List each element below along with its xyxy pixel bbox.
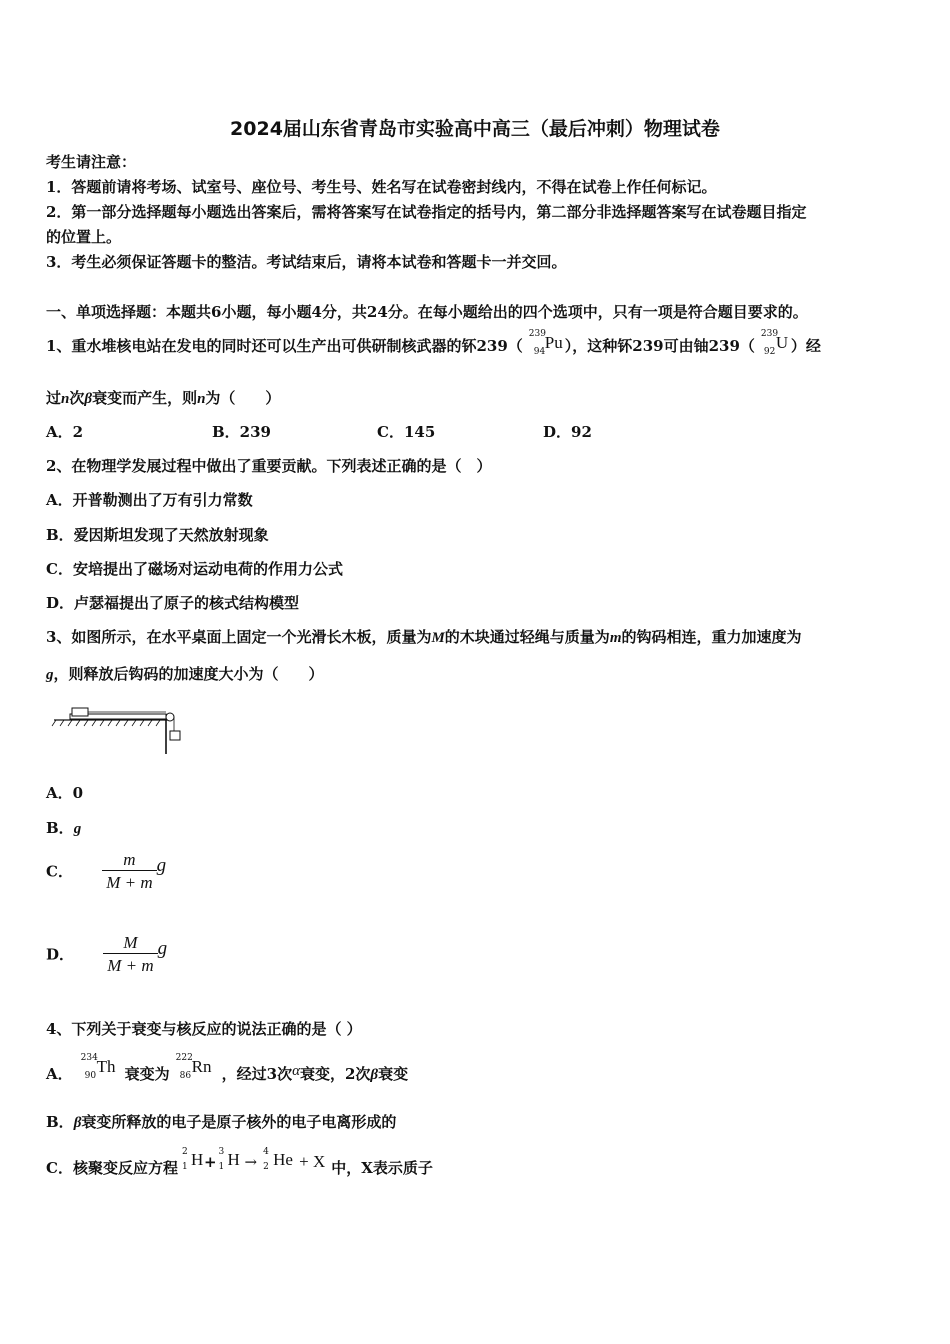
beta-symbol: β: [370, 1067, 379, 1083]
section-heading: 一、单项选择题：本题共6小题，每小题4分，共24分。在每小题给出的四个选项中，只有一项是符合题目要求的。: [46, 303, 808, 321]
beta-symbol: β: [84, 391, 93, 407]
q3-option-c[interactable]: C． $\frac{m}{M + m}$ g: [46, 850, 167, 892]
u-239-isotope: 239 92 U: [760, 329, 789, 357]
q2-option-a[interactable]: A．开普勒测出了万有引力常数: [46, 491, 253, 509]
th-234-isotope: 234 90 Th: [80, 1053, 116, 1081]
notice-item: 3．考生必须保证答题卡的整洁。考试结束后，请将本试卷和答题卡一并交回。: [46, 253, 567, 271]
q4-option-b[interactable]: B．β衰变所释放的电子是原子核外的电子电离形成的: [46, 1113, 397, 1131]
mass-M: M: [431, 630, 445, 646]
table-pulley-figure: [50, 700, 190, 756]
q1-text: ），这种钚239可由铀239（: [564, 337, 755, 355]
q1-option-b[interactable]: B．239: [212, 423, 271, 441]
tritium-isotope: 3 1 H: [218, 1147, 240, 1172]
pu-239-isotope: 239 94 Pu: [528, 329, 563, 357]
notice-item: 1．答题前请将考场、试室号、座位号、考生号、姓名写在试卷密封线内，不得在试卷上作任何标记。: [46, 178, 717, 196]
notice-item: 2．第一部分选择题每小题选出答案后，需将答案写在试卷指定的括号内，第二部分非选择题答案写在试卷题目指定: [46, 203, 807, 221]
deuterium-isotope: 2 1 H: [181, 1147, 204, 1172]
n-variable: n: [61, 391, 70, 407]
q1-option-c[interactable]: C．145: [377, 423, 436, 441]
q2-option-b[interactable]: B．爱因斯坦发现了天然放射现象: [46, 526, 269, 544]
notice-heading: 考生请注意：: [46, 153, 137, 171]
question-1-line2: 过n次β衰变而产生，则n为（ ）: [46, 389, 281, 407]
q1-text: ）经: [790, 337, 821, 355]
mass-m: m: [609, 630, 622, 646]
fraction-M-over-Mm: $\frac{M}{M + m}$: [103, 933, 157, 976]
q2-option-c[interactable]: C．安培提出了磁场对运动电荷的作用力公式: [46, 560, 343, 578]
q1-option-a[interactable]: A．2: [46, 423, 84, 441]
q1-text: 1、重水堆核电站在发电的同时还可以生产出可供研制核武器的钚239（: [46, 337, 523, 355]
rn-222-isotope: 222 86 Rn: [175, 1053, 212, 1081]
n-variable: n: [197, 391, 206, 407]
q3-option-d[interactable]: D． $\frac{M}{M + m}$ g: [46, 933, 168, 975]
alpha-symbol: α: [292, 1063, 300, 1079]
fraction-m-over-Mm: $\frac{m}{M + m}$: [102, 850, 156, 893]
q1-option-d[interactable]: D．92: [543, 423, 592, 441]
question-1-line1: [46, 329, 821, 362]
helium-isotope: 4 2 He: [263, 1147, 293, 1172]
q4-option-a[interactable]: A． 234 90 Th 衰变为 222 86 Rn ，经过3次α衰变，2次β衰变: [46, 1053, 409, 1083]
gravity-g: g: [46, 667, 54, 683]
q2-option-d[interactable]: D．卢瑟福提出了原子的核式结构模型: [46, 594, 300, 612]
q3-option-b[interactable]: B．g: [46, 819, 82, 837]
question-2-stem: 2、在物理学发展过程中做出了重要贡献。下列表述正确的是（ ）: [46, 457, 492, 475]
question-3-line1: 3、如图所示，在水平桌面上固定一个光滑长木板，质量为M的木块通过轻绳与质量为m的钩码相连，重力加速度为: [46, 628, 802, 646]
q4-option-c[interactable]: C．核聚变反应方程 2 1 H + 3 1 H → 4 2 He + X 中，X表示质子: [46, 1147, 433, 1177]
q3-option-a[interactable]: A．0: [46, 784, 84, 802]
page-title: 2024届山东省青岛市实验高中高三（最后冲刺）物理试卷: [230, 118, 720, 140]
question-3-line2: g，则释放后钩码的加速度大小为（ ）: [46, 665, 324, 683]
notice-item: 的位置上。: [46, 228, 122, 246]
beta-symbol: β: [73, 1115, 82, 1131]
question-4-stem: 4、下列关于衰变与核反应的说法正确的是（ ）: [46, 1020, 362, 1038]
